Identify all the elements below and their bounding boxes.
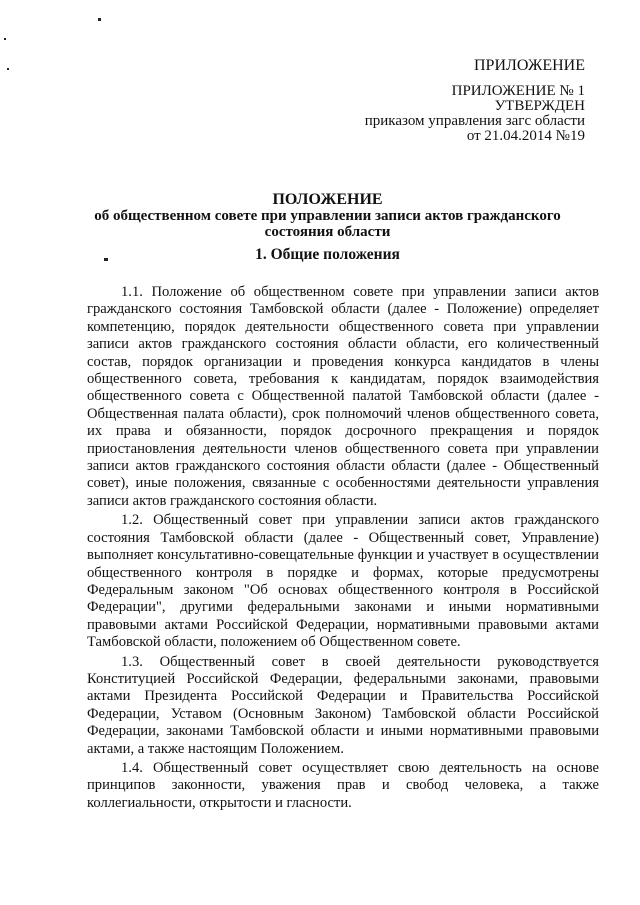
document-title: ПОЛОЖЕНИЕ: [272, 191, 383, 208]
section-heading: 1. Общие положения: [255, 246, 400, 263]
document-body: [87, 284, 599, 814]
order-line: приказом управления загс области: [364, 113, 585, 129]
scan-artifact: [98, 18, 101, 21]
date-line: от 21.04.2014 №19: [466, 128, 585, 144]
approved-label: УТВЕРЖДЕН: [494, 98, 585, 114]
paragraph-1-1: 1.1. Положение об общественном совете при управлении записи актов гражданского состояния Тамбовской области (далее - Положение) определяет компетенцию, порядок деятельности общественного совета при управлении записи актов гражданского состояния области области, его количественный состав, порядок организации и проведения конкурса кандидатов в члены общественного совета, требования к кандидатам, порядок взаимодействия общественного совета с Общественной палатой Тамбовской области (далее - Общественная палата области), срок полномочий членов общественного совета, их права и обязанности, порядок досрочного прекращения и порядок приостановления деятельности членов общественного совета при управлении записи актов гражданского состояния области области (далее - Общественный совет), иные положения, связанные с особенностями деятельности управления записи актов гражданского состояния области.: [87, 284, 599, 509]
paragraph-1-4: 1.4. Общественный совет осуществляет свою деятельность на основе принципов законности, уважения прав и свобод человека, а также коллегиальности, открытости и гласности.: [87, 759, 599, 811]
scan-artifact: [4, 30, 14, 90]
approval-stamp-block: [255, 58, 585, 144]
paragraph-1-3: 1.3. Общественный совет в своей деятельности руководствуется Конституцией Российской Федерации, федеральными законами, правовыми актами Президента Российской Федерации и Правительства Российской Федерации, Уставом (Основным Законом) Тамбовской области Российской Федерации, законами Тамбовской области и иными нормативными правовыми актами, а также настоящим Положением.: [87, 653, 599, 757]
document-subtitle-line-1: об общественном совете при управлении записи актов гражданского: [94, 208, 561, 224]
paragraph-1-2: 1.2. Общественный совет при управлении записи актов гражданского состояния Тамбовской области (далее - Общественный совет, Управление) выполняет консультативно-совещательные функции и участвует в осуществлении общественного контроля в порядке и формах, которые предусмотрены Федеральным законом "Об основах общественного контроля в Российской Федерации", другими федеральными законами и иными нормативными правовыми актами Российской Федерации, нормативными правовыми актами Тамбовской области, положением об Общественном совете.: [87, 512, 599, 651]
document-title-block: [40, 192, 615, 240]
appendix-number: ПРИЛОЖЕНИЕ № 1: [451, 83, 585, 99]
document-subtitle-line-2: состояния области: [264, 224, 391, 240]
appendix-label: ПРИЛОЖЕНИЕ: [473, 57, 585, 74]
